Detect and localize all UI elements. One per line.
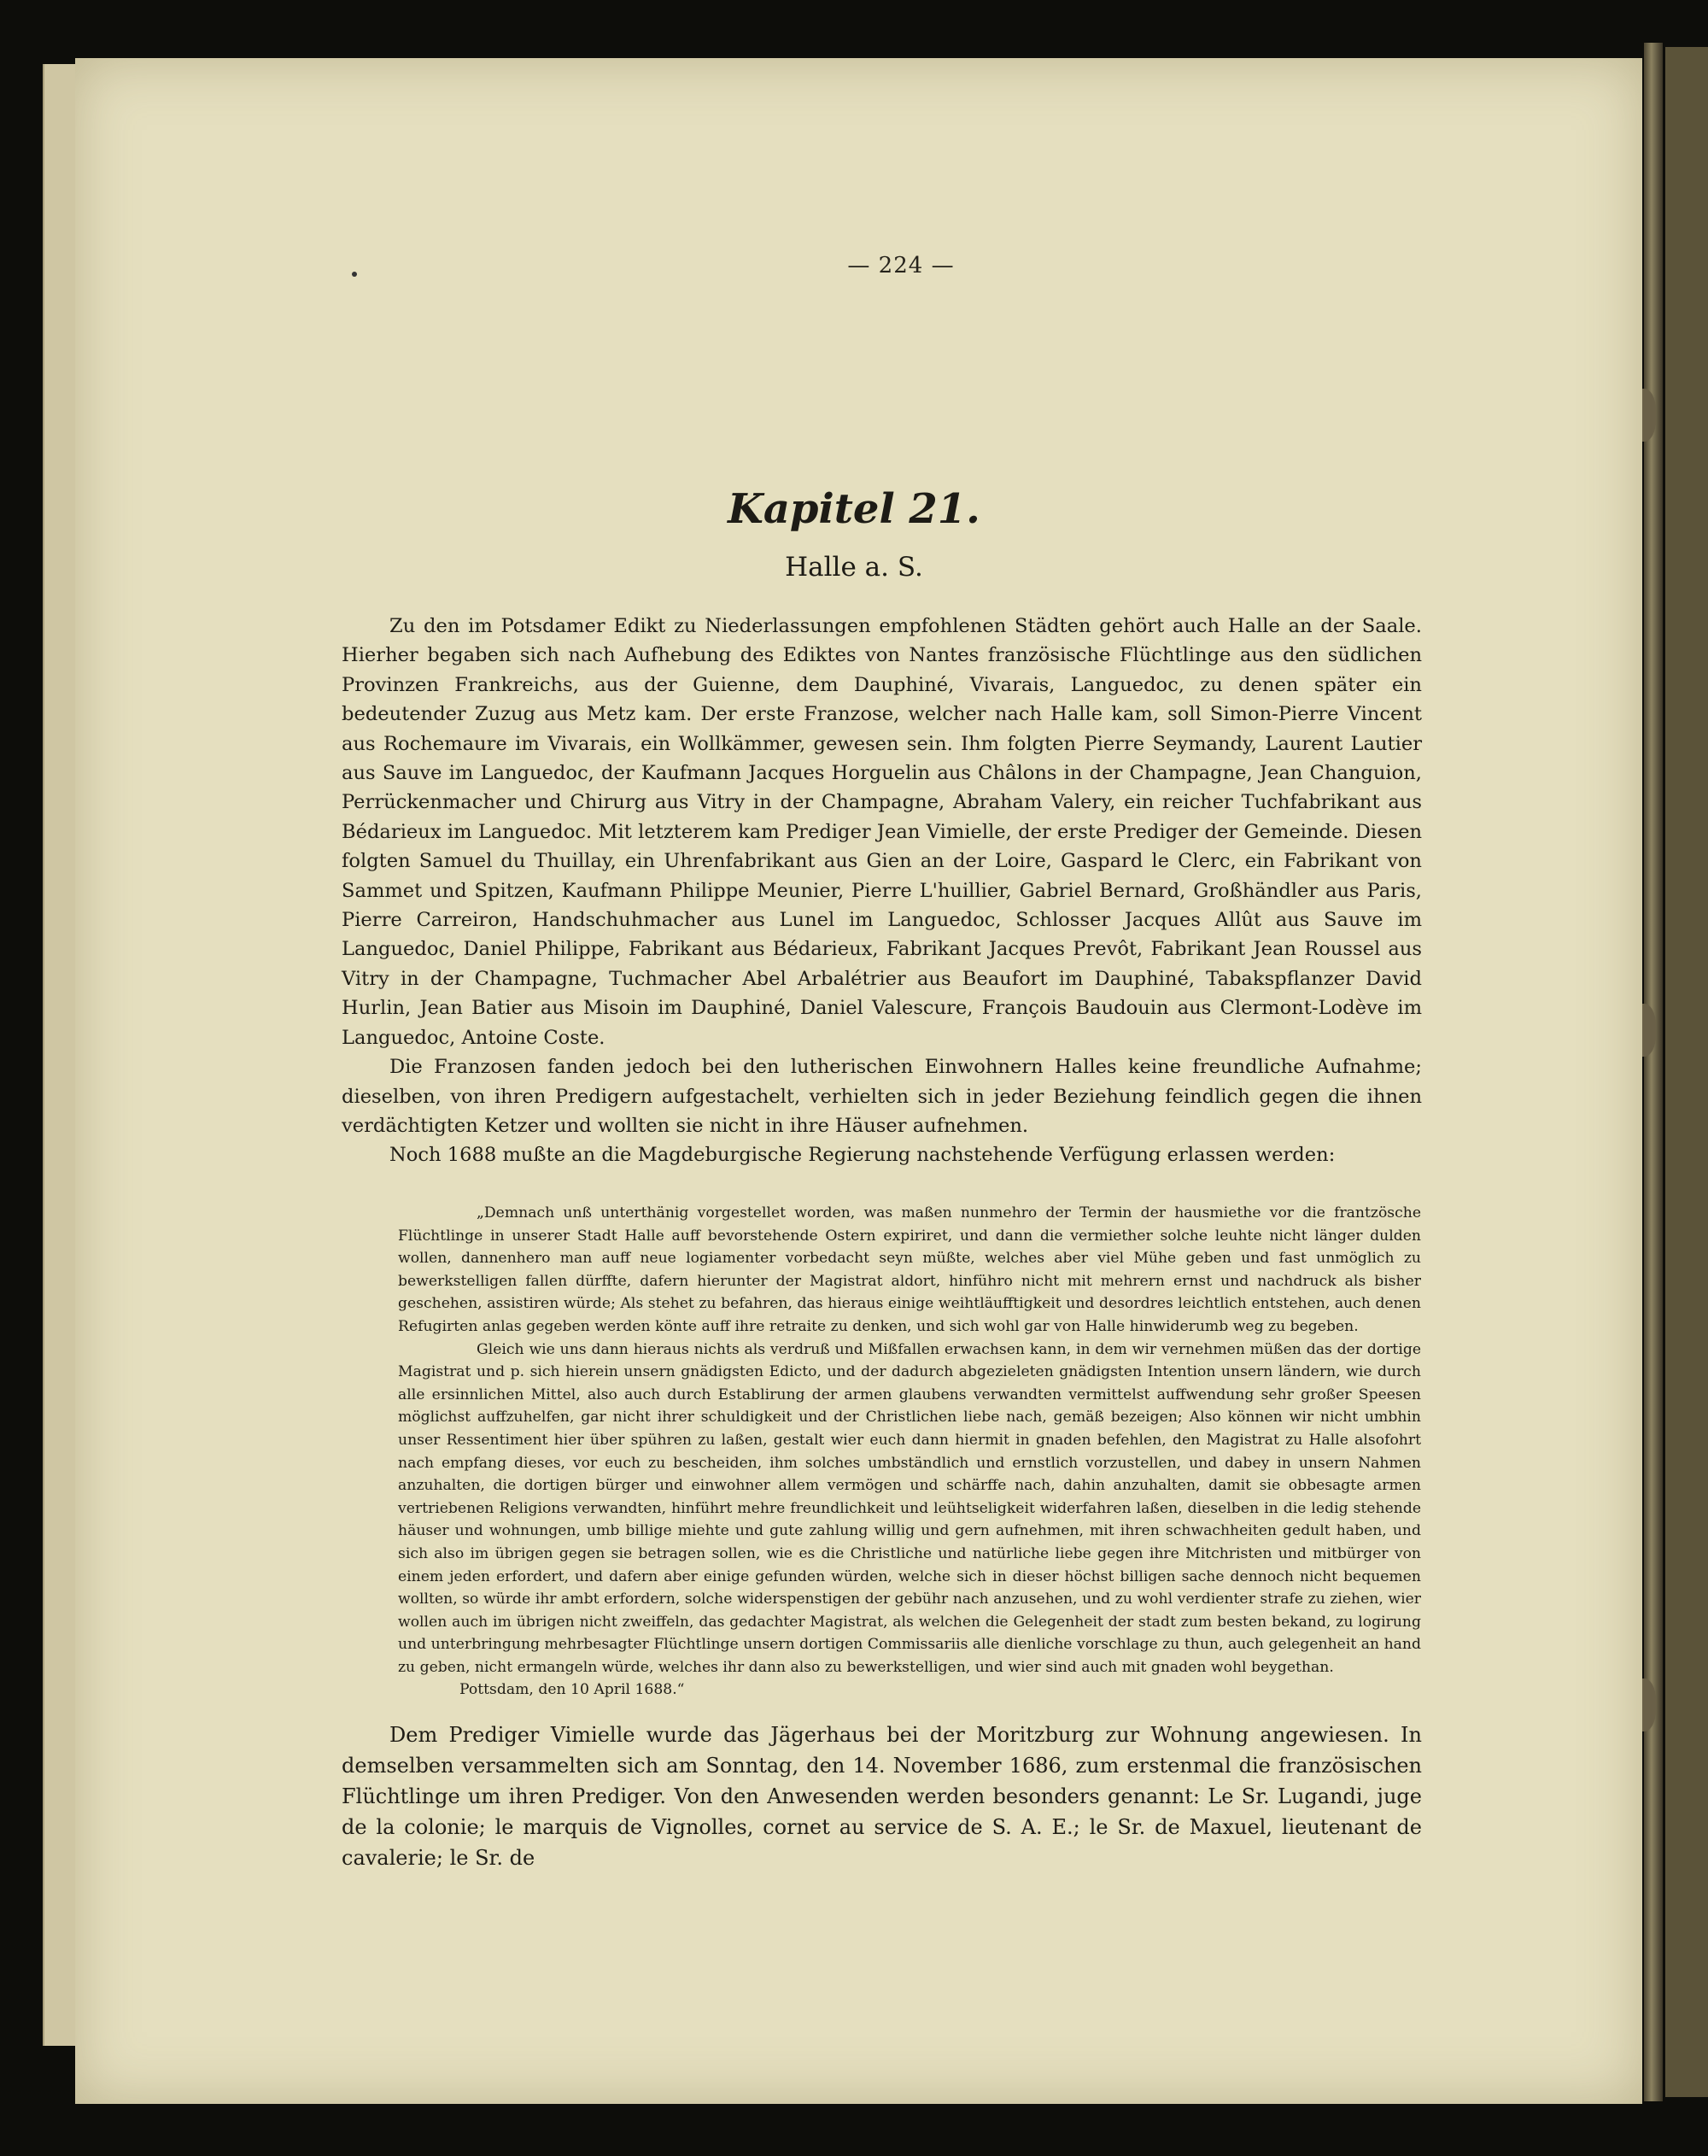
quote-paragraph: Gleich wie uns dann hieraus nichts als verdruß und Mißfallen erwachsen kann, in dem wir vernehmen müßen das der dortige Magistrat und p. sich hierein unsern gnädigsten Edicto, und der dadurch abgezieleten gnädigsten Intention unsern ländern, wie durch alle ersinnlichen Mittel, also auch durch Establirung der armen glaubens verwandten vermittelst auffwendung sehr großer Speesen möglichst auffzuhelfen, gar nicht ihrer schuldigkeit und der Christlichen liebe nach, gemäß bezeigen; Also können wir nicht umbhin unser Ressentiment hier über spühren zu laßen, gestalt wier euch dann hiermit in gnaden befehlen, den Magistrat zu Halle alsofohrt nach empfang dieses, vor euch zu bescheiden, ihm solches umbständlich und ernstlich vorzustellen, und dabey in unsern Nahmen anzuhalten, die dortigen bürger und einwohner allem vermögen und schärffe nach, dahin anzuhalten, damit sie obbesagte armen vertriebenen Religions verwandten, hinführt mehre freundlichkeit und leühtseligkeit widerfahren laßen, dieselben in die ledig stehende häuser und wohnungen, umb billige miehte und gute zahlung willig und gern aufnehmen, mit ihren schwachheiten gedult haben, und sich also im übrigen gegen sie betragen sollen, wie es die Christliche und natürliche liebe gegen ihre Mitchristen und mitbürger von einem jeden erfordert, und dafern aber einige gefunden würden, welche sich in dieser höchst billigen sache dennoch nicht bequemen wollten, so würde ihr ambt erfordern, solche widerspenstigen der gebühr nach anzusehen, und zu wohl verdienter strafe zu ziehen, wier wollen auch im übrigen nicht zweiffeln, das gedachter Magistrat, als welchen die Gelegenheit der stadt zum besten bekand, zu logirung und unterbringung mehrbesagter Flüchtlinge unsern dortigen Commissariis alle dienliche vorschlage zu thun, auch gelegenheit an hand zu geben, nicht ermangeln würde, welches ihr dann also zu bewerkstelligen, und wier sind auch mit gnaden wohl beygethan. bbox=[398, 1340, 1421, 1676]
quote-paragraph: „Demnach unß unterthänig vorgestellet worden, was maßen nunmehro der Termin der hausmiethe vor die frantzösche Flüchtlinge in unserer Stadt Halle auff bevorstehende Ostern expiriret, und dann die vermiether solche leuhte nicht länger dulden wollen, dannenhero man auff neue logiamenter vorbedacht seyn müßte, welches aber viel Mühe geben und fast unmöglich zu bewerkstelligen fallen dürffte, dafern hierunter der Magistrat aldort, hinführo nicht mit mehrern ernst und nachdruck als bisher geschehen, assistiren würde; Als stehet zu befahren, das hieraus einige weihtläufftigkeit und desordres leichtlich entstehen, auch denen Refugirten anlas gegeben werden könte auff ihre retraite zu denken, und sich wohl gar von Halle hinwiderumb weg zu begeben. bbox=[398, 1204, 1421, 1335]
paragraph: Noch 1688 mußte an die Magdeburgische Regierung nachstehende Verfügung erlassen werden: bbox=[389, 1144, 1336, 1167]
adjacent-page bbox=[1665, 47, 1708, 2097]
main-text bbox=[342, 612, 1422, 1170]
page-number: — 224 — bbox=[847, 253, 955, 278]
paragraph: Zu den im Potsdamer Edikt zu Niederlassungen empfohlenen Städten gehört auch Halle an der Saale. Hierher begaben sich nach Aufhebung des Ediktes von Nantes französische Flüchtlinge aus den südlichen Provinzen Frankreichs, aus der Guienne, dem Dauphiné, Vivarais, Languedoc, zu denen später ein bedeutender Zuzug aus Metz kam. Der erste Franzose, welcher nach Halle kam, soll Simon-Pierre Vincent aus Rochemaure im Vivarais, ein Wollkämmer, gewesen sein. Ihm folgten Pierre Seymandy, Laurent Lautier aus Sauve im Languedoc, der Kaufmann Jacques Horguelin aus Châlons in der Champagne, Jean Changuion, Perrückenmacher und Chirurg aus Vitry in der Champagne, Abraham Valery, ein reicher Tuchfabrikant aus Bédarieux im Languedoc. Mit letzterem kam Prediger Jean Vimielle, der erste Prediger der Gemeinde. Diesen folgten Samuel du Thuillay, ein Uhrenfabrikant aus Gien an der Loire, Gaspard le Clerc, ein Fabrikant von Sammet und Spitzen, Kaufmann Philippe Meunier, Pierre L'huillier, Gabriel Bernard, Großhändler aus Paris, Pierre Carreiron, Handschuhmacher aus Lunel im Languedoc, Schlosser Jacques Allût aus Sauve im Languedoc, Daniel Philippe, Fabrikant aus Bédarieux, Fabrikant Jacques Prevôt, Fabrikant Jean Roussel aus Vitry in der Champagne, Tuchmacher Abel Arbalétrier aus Beaufort im Dauphiné, Tabakspflanzer David Hurlin, Jean Batier aus Misoin im Dauphiné, Daniel Valescure, François Baudouin aus Clermont-Lodève im Languedoc, Antoine Coste. bbox=[342, 615, 1422, 1049]
chapter-heading: Kapitel 21. bbox=[728, 485, 980, 533]
quoted-decree bbox=[398, 1202, 1421, 1702]
paragraph: Die Franzosen fanden jedoch bei den lutherischen Einwohnern Halles keine freundliche Aufnahme; dieselben, von ihren Predigern aufgestachelt, verhielten sich in jeder Beziehung feindlich gegen die ihnen verdächtigten Ketzer und wollten sie nicht in ihre Häuser aufnehmen. bbox=[342, 1056, 1422, 1137]
underlying-pages bbox=[43, 64, 79, 2046]
chapter-place: Halle a. S. bbox=[785, 552, 923, 583]
book-spine-edge bbox=[1644, 43, 1663, 2101]
closing-text bbox=[342, 1720, 1422, 1873]
paragraph: Dem Prediger Vimielle wurde das Jägerhaus bei der Moritzburg zur Wohnung angewiesen. In demselben versammelten sich am Sonntag, den 14. November 1686, zum erstenmal die französischen Flüchtlinge um ihren Prediger. Von den Anwesenden werden besonders genannt: Le Sr. Lugandi, juge de la colonie; le marquis de Vignolles, cornet au service de S. A. E.; le Sr. de Maxuel, lieutenant de cavalerie; le Sr. de bbox=[342, 1723, 1422, 1870]
quote-signature: Pottsdam, den 10 April 1688.“ bbox=[459, 1681, 685, 1699]
ink-speck bbox=[352, 272, 357, 277]
